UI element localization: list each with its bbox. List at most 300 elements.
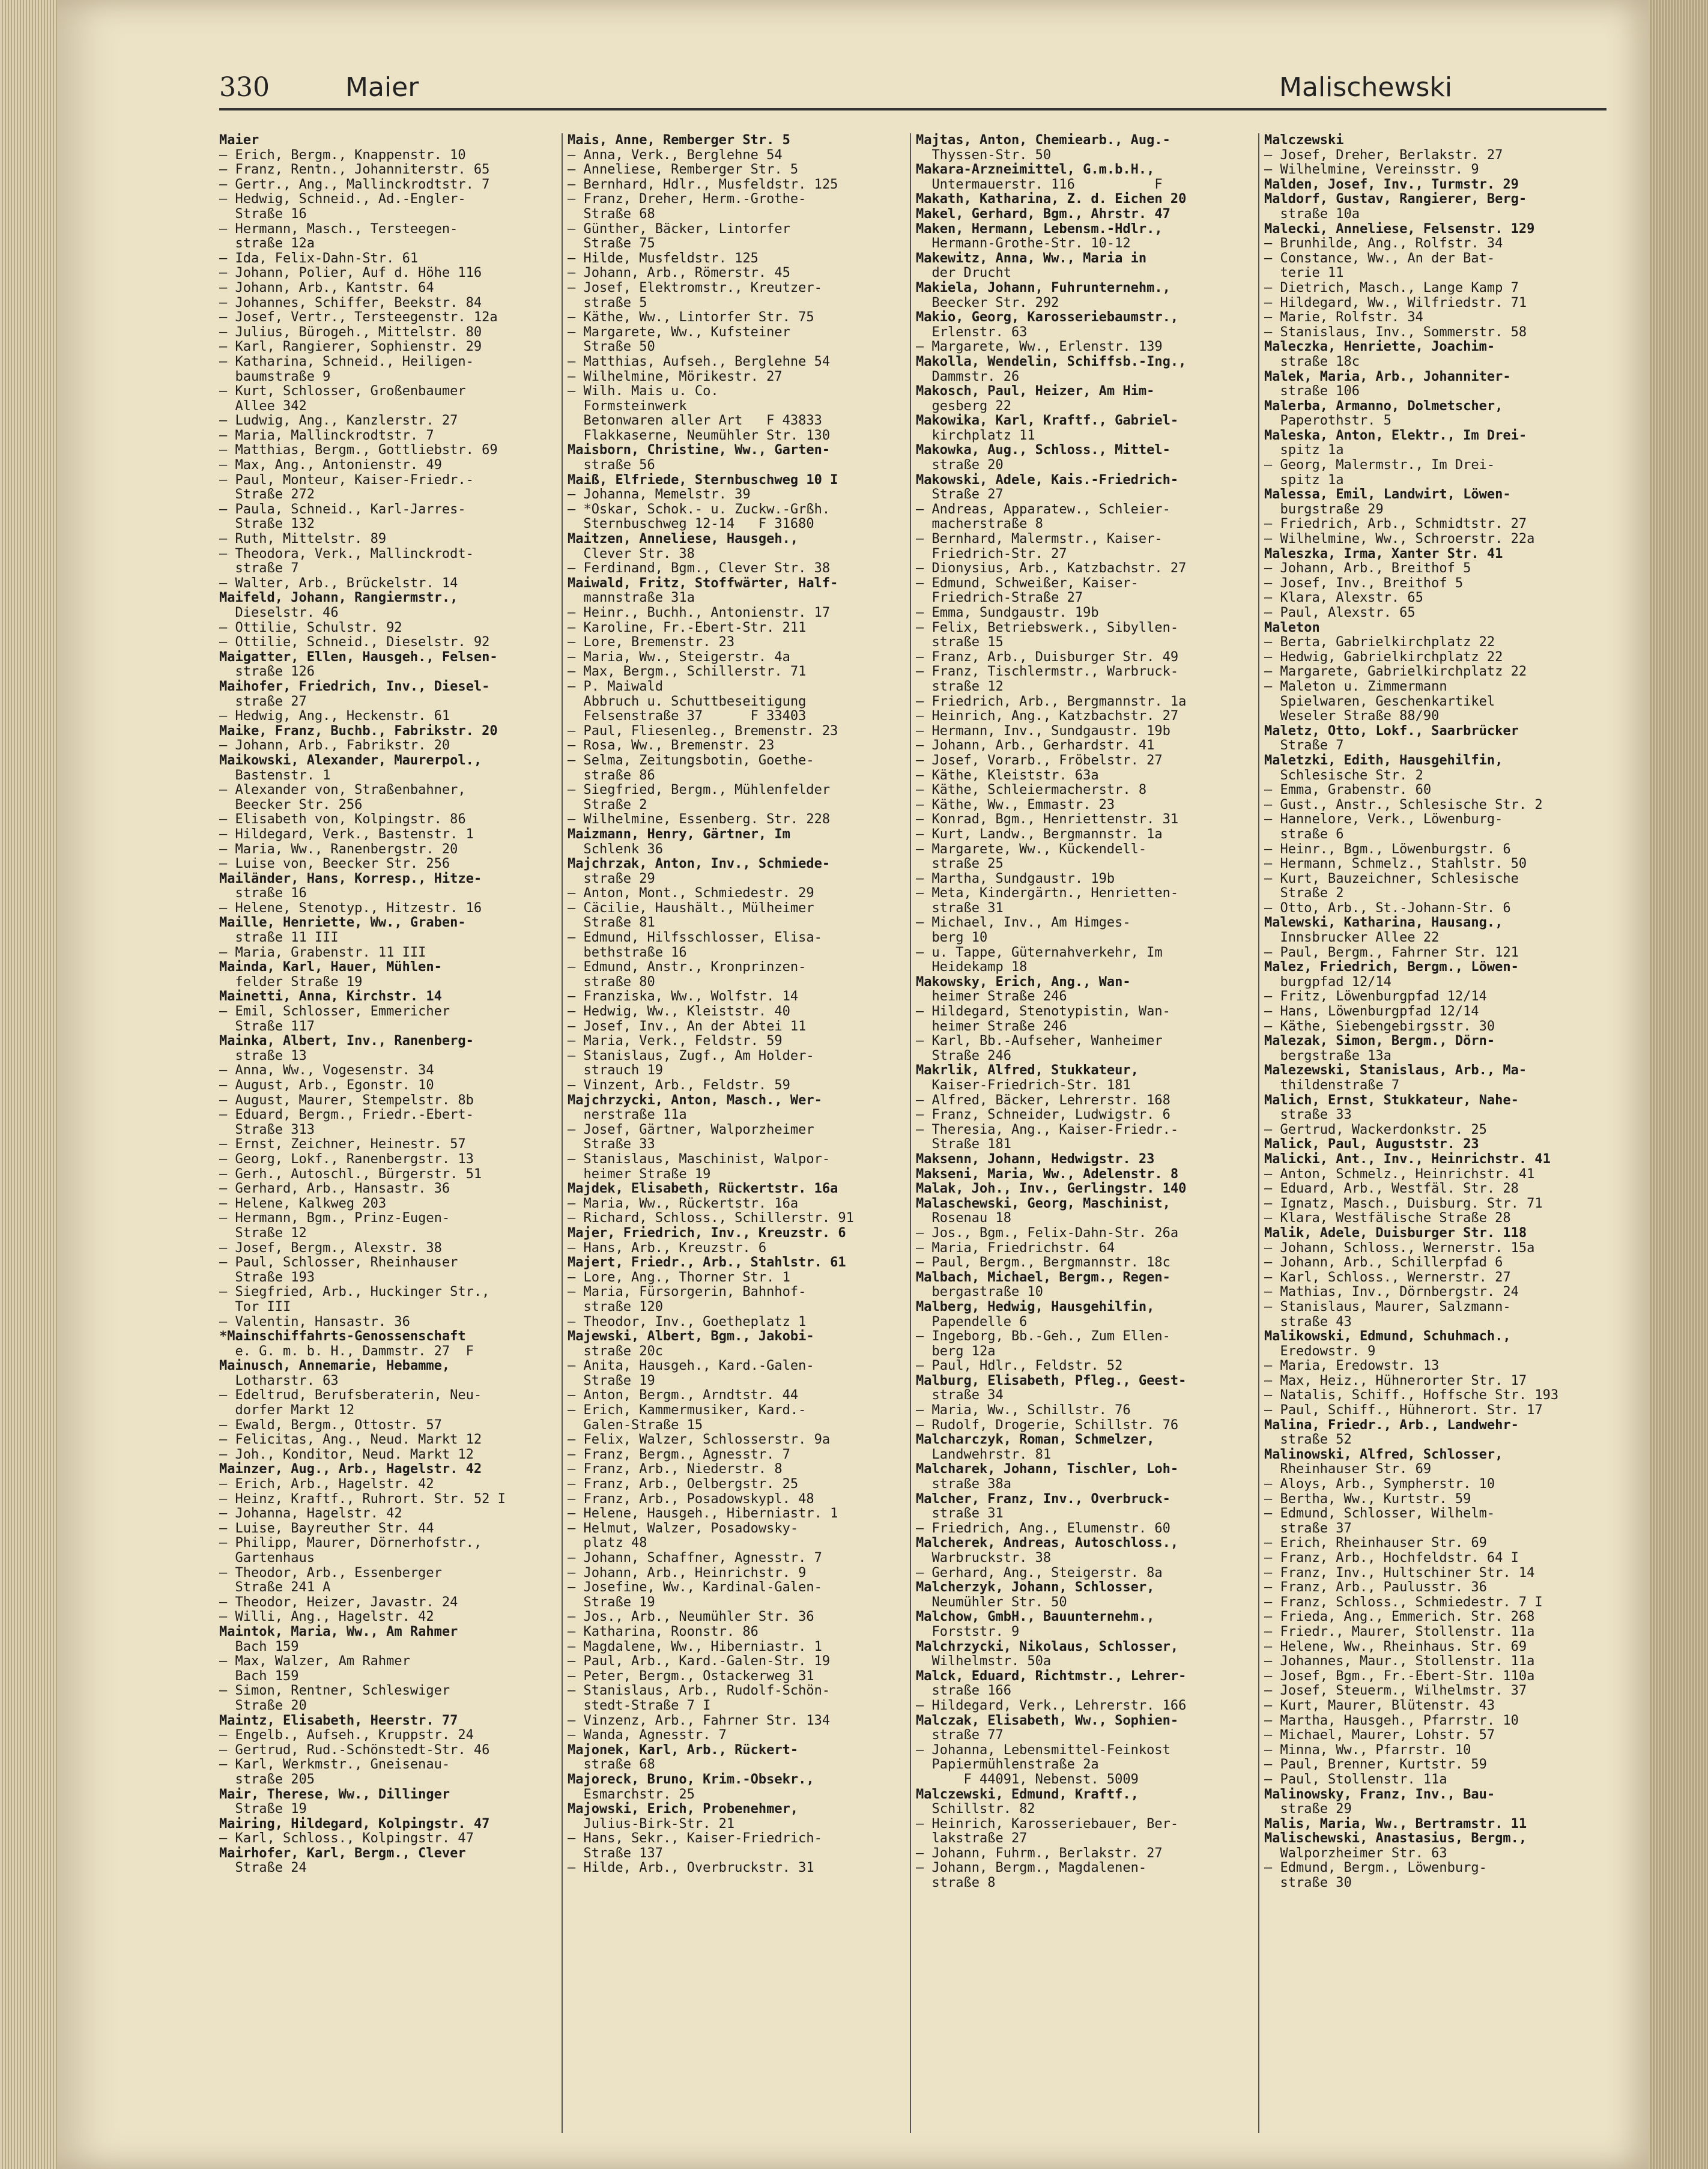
directory-line: — Karl, Rangierer, Sophienstr. 29 [219, 339, 482, 355]
directory-line: Malcherzyk, Johann, Schlosser, [916, 1580, 1155, 1596]
directory-line: straße 52 [1264, 1432, 1352, 1448]
directory-line: — Gertr., Ang., Mallinckrodtstr. 7 [219, 177, 490, 192]
directory-line: Maken, Hermann, Lebensm.-Hdlr., [916, 221, 1163, 237]
directory-line: — Friedrich, Arb., Schmidtstr. 27 [1264, 516, 1527, 532]
directory-line: — Peter, Bergm., Ostackerweg 31 [568, 1668, 814, 1684]
directory-line: — Jos., Arb., Neumühler Str. 36 [568, 1609, 814, 1625]
directory-line: Rosenau 18 [916, 1211, 1011, 1226]
directory-line: Untermauerstr. 116 F [916, 177, 1163, 192]
directory-line: Malezewski, Stanislaus, Arb., Ma- [1264, 1063, 1527, 1078]
directory-line: Straße 19 [568, 1373, 655, 1388]
directory-line: — Joh., Konditor, Neud. Markt 12 [219, 1447, 474, 1462]
directory-line: straße 10a [1264, 206, 1360, 222]
directory-line: Malberg, Hedwig, Hausgehilfin, [916, 1299, 1155, 1314]
directory-line: — u. Tappe, Güternahverkehr, Im [916, 945, 1163, 960]
directory-line: — Maria, Ww., Ranenbergstr. 20 [219, 841, 458, 857]
directory-line: Walporzheimer Str. 63 [1264, 1845, 1447, 1861]
directory-line: Straße 132 [219, 516, 315, 532]
directory-line: Malecki, Anneliese, Felsenstr. 129 [1264, 221, 1535, 237]
directory-line: — August, Maurer, Stempelstr. 8b [219, 1092, 474, 1108]
directory-line: — Wilhelmine, Vereinsstr. 9 [1264, 162, 1479, 178]
directory-line: — Walter, Arb., Brückelstr. 14 [219, 575, 458, 591]
directory-line: straße 6 [1264, 826, 1344, 842]
directory-line: F 44091, Nebenst. 5009 [916, 1771, 1139, 1787]
directory-line: — Paul, Schlosser, Rheinhauser [219, 1255, 458, 1271]
directory-line: straße 29 [1264, 1801, 1352, 1817]
directory-line: Mainetti, Anna, Kirchstr. 14 [219, 989, 442, 1005]
directory-line: — Kurt, Maurer, Blütenstr. 43 [1264, 1698, 1495, 1713]
directory-line: Majert, Friedr., Arb., Stahlstr. 61 [568, 1255, 846, 1271]
directory-line: — Franz, Tischlermstr., Warbruck- [916, 664, 1179, 680]
directory-line: — Wanda, Agnesstr. 7 [568, 1728, 727, 1743]
directory-line: — Martha, Hausgeh., Pfarrstr. 10 [1264, 1713, 1519, 1728]
directory-line: — Franziska, Ww., Wolfstr. 14 [568, 989, 799, 1005]
directory-line: — Kurt, Bauzeichner, Schlesische [1264, 871, 1519, 886]
directory-line: Majchrzak, Anton, Inv., Schmiede- [568, 856, 831, 872]
directory-line: Mainka, Albert, Inv., Ranenberg- [219, 1033, 474, 1049]
directory-line: — Valentin, Hansastr. 36 [219, 1314, 410, 1330]
directory-line: Wilhelmstr. 50a [916, 1654, 1052, 1669]
directory-line: — Stanislaus, Maurer, Salzmann- [1264, 1299, 1511, 1314]
directory-line: Malessa, Emil, Landwirt, Löwen- [1264, 487, 1511, 503]
directory-line: straße 33 [1264, 1107, 1352, 1123]
directory-line: Bastenstr. 1 [219, 767, 331, 783]
directory-line: Straße 68 [568, 206, 655, 222]
directory-line: — Johann, Arb., Heinrichstr. 9 [568, 1565, 807, 1581]
directory-line: — Vinzenz, Arb., Fahrner Str. 134 [568, 1713, 831, 1728]
directory-line: Malezak, Simon, Bergm., Dörn- [1264, 1033, 1495, 1049]
directory-line: — Ingeborg, Bb.-Geh., Zum Ellen- [916, 1329, 1170, 1345]
directory-line: Malich, Ernst, Stukkateur, Nahe- [1264, 1092, 1519, 1108]
directory-line: Maier [219, 133, 259, 148]
directory-line: straße 34 [916, 1388, 1004, 1403]
directory-line: straße 106 [1264, 384, 1360, 399]
directory-line: baumstraße 9 [219, 369, 331, 384]
directory-line: Neumühler Str. 50 [916, 1594, 1067, 1610]
directory-line: — Brunhilde, Ang., Rolfstr. 34 [1264, 236, 1503, 252]
directory-line: Malck, Eduard, Richtmstr., Lehrer- [916, 1668, 1187, 1684]
directory-line: — Ottilie, Schneid., Dieselstr. 92 [219, 635, 490, 650]
directory-line: straße 80 [568, 974, 655, 990]
directory-line: — Hermann, Masch., Tersteegen- [219, 221, 458, 237]
directory-line: — Karoline, Fr.-Ebert-Str. 211 [568, 620, 807, 635]
directory-line: — Hilde, Musfeldstr. 125 [568, 250, 759, 266]
directory-line: Warbruckstr. 38 [916, 1550, 1052, 1565]
directory-line: — Wilhelmine, Mörikestr. 27 [568, 369, 783, 384]
directory-line: — Emma, Grabenstr. 60 [1264, 782, 1432, 798]
directory-line: — Max, Ang., Antonienstr. 49 [219, 458, 442, 473]
directory-line: — Edmund, Schweißer, Kaiser- [916, 575, 1139, 591]
directory-line: — Theodor, Arb., Essenberger [219, 1565, 442, 1581]
directory-line: Hermann-Grothe-Str. 10-12 [916, 236, 1131, 252]
directory-line: — Johannes, Schiffer, Beekstr. 84 [219, 295, 482, 310]
entries-column-2 [568, 133, 904, 2151]
directory-line: — Edeltrud, Berufsberaterin, Neu- [219, 1388, 482, 1403]
directory-line: — Karl, Schloss., Kolpingstr. 47 [219, 1831, 474, 1847]
directory-line: — Anton, Mont., Schmiedestr. 29 [568, 886, 814, 901]
directory-line: Bach 159 [219, 1668, 299, 1684]
directory-line: Dammstr. 26 [916, 369, 1020, 384]
directory-line: Straße 241 A [219, 1580, 331, 1596]
directory-line: — Maria, Verk., Feldstr. 59 [568, 1033, 783, 1049]
directory-line: Maletz, Otto, Lokf., Saarbrücker [1264, 723, 1519, 739]
directory-line: kirchplatz 11 [916, 428, 1035, 443]
directory-line: — Hildegard, Verk., Lehrerstr. 166 [916, 1698, 1187, 1713]
directory-line: — Josefine, Ww., Kardinal-Galen- [568, 1580, 822, 1596]
directory-line: — Edmund, Hilfsschlosser, Elisa- [568, 930, 822, 946]
directory-line: Maletzki, Edith, Hausgehilfin, [1264, 752, 1503, 768]
directory-line: Spielwaren, Geschenkartikel [1264, 694, 1495, 709]
entries-column-3 [916, 133, 1252, 2151]
directory-line: — Natalis, Schiff., Hoffsche Str. 193 [1264, 1388, 1559, 1403]
directory-line: — Johanna, Hagelstr. 42 [219, 1506, 402, 1522]
directory-line: — Luise, Bayreuther Str. 44 [219, 1520, 434, 1536]
directory-line: — Engelb., Aufseh., Kruppstr. 24 [219, 1728, 474, 1743]
directory-line: — Lore, Ang., Thorner Str. 1 [568, 1269, 790, 1285]
directory-line: terie 11 [1264, 265, 1344, 281]
directory-line: Maintz, Elisabeth, Heerstr. 77 [219, 1713, 458, 1728]
directory-line: — Emma, Sundgaustr. 19b [916, 605, 1099, 620]
directory-line: straße 20c [568, 1343, 663, 1359]
directory-line: — Ewald, Bergm., Ottostr. 57 [219, 1417, 442, 1433]
directory-line: — P. Maiwald [568, 679, 663, 694]
directory-line: Papiermühlenstraße 2a [916, 1757, 1099, 1773]
directory-line: Makseni, Maria, Ww., Adelenstr. 8 [916, 1166, 1179, 1182]
directory-line: — Stanislaus, Inv., Sommerstr. 58 [1264, 324, 1527, 340]
directory-line: — Stanislaus, Arb., Rudolf-Schön- [568, 1683, 831, 1699]
directory-line: — Alexander von, Straßenbahner, [219, 782, 466, 798]
directory-line: — Johann, Bergm., Magdalenen- [916, 1860, 1147, 1876]
directory-line: Maleszka, Irma, Xanter Str. 41 [1264, 546, 1503, 561]
directory-line: Straße 2 [568, 797, 647, 812]
directory-line: Malek, Maria, Arb., Johanniter- [1264, 369, 1511, 384]
directory-line: — Georg, Malermstr., Im Drei- [1264, 458, 1495, 473]
directory-line: — Theodora, Verk., Mallinckrodt- [219, 546, 474, 561]
directory-line: Papendelle 6 [916, 1314, 1028, 1330]
directory-line: lakstraße 27 [916, 1831, 1028, 1847]
directory-line: — Fritz, Löwenburgpfad 12/14 [1264, 989, 1487, 1005]
directory-line: — Anna, Verk., Berglehne 54 [568, 147, 783, 163]
directory-line: Mais, Anne, Remberger Str. 5 [568, 133, 790, 148]
directory-line: — Mathias, Inv., Dörnbergstr. 24 [1264, 1284, 1519, 1300]
directory-line: straße 120 [568, 1299, 663, 1314]
directory-line: Makolla, Wendelin, Schiffsb.-Ing., [916, 354, 1187, 369]
directory-line: — Franz, Arb., Duisburger Str. 49 [916, 649, 1179, 665]
directory-line: — Paul, Fliesenleg., Bremenstr. 23 [568, 723, 838, 739]
directory-line: — Gertrud, Rud.-Schönstedt-Str. 46 [219, 1742, 490, 1758]
directory-line: — Konrad, Bgm., Henriettenstr. 31 [916, 812, 1179, 827]
directory-line: — Franz, Arb., Paulusstr. 36 [1264, 1580, 1487, 1596]
directory-line: — Rosa, Ww., Bremenstr. 23 [568, 738, 775, 754]
directory-line: — Felix, Betriebswerk., Sibyllen- [916, 620, 1179, 635]
directory-line: — Johanna, Memelstr. 39 [568, 487, 751, 503]
directory-line: straße 68 [568, 1757, 655, 1773]
directory-line: Malicki, Ant., Inv., Heinrichstr. 41 [1264, 1151, 1551, 1167]
directory-line: Straße 19 [568, 1594, 655, 1610]
directory-line: Maigatter, Ellen, Hausgeh., Felsen- [219, 649, 498, 665]
directory-line: Malbach, Michael, Bergm., Regen- [916, 1269, 1170, 1285]
directory-line: Malerba, Armanno, Dolmetscher, [1264, 398, 1503, 414]
directory-line: — Theresia, Ang., Kaiser-Friedr.- [916, 1122, 1179, 1137]
directory-line: burgstraße 29 [1264, 501, 1384, 517]
directory-line: Majowski, Erich, Probenehmer, [568, 1801, 799, 1817]
directory-line: Malcher, Franz, Inv., Overbruck- [916, 1491, 1170, 1507]
directory-line: — Elisabeth von, Kolpingstr. 86 [219, 812, 466, 827]
directory-line: — Richard, Schloss., Schillerstr. 91 [568, 1211, 854, 1226]
directory-line: Malchrzycki, Nikolaus, Schlosser, [916, 1639, 1179, 1654]
directory-line: Maleska, Anton, Elektr., Im Drei- [1264, 428, 1527, 443]
directory-line: Makosch, Paul, Heizer, Am Him- [916, 384, 1155, 399]
directory-line: — Georg, Lokf., Ranenbergstr. 13 [219, 1151, 474, 1167]
directory-line: — Josef, Inv., Breithof 5 [1264, 575, 1464, 591]
directory-line: — Hans, Löwenburgpfad 12/14 [1264, 1004, 1479, 1020]
directory-line: Maleton [1264, 620, 1320, 635]
directory-line: — Wilh. Mais u. Co. [568, 384, 719, 399]
directory-line: straße 31 [916, 900, 1004, 916]
directory-line: — Hildegard, Stenotypistin, Wan- [916, 1004, 1170, 1020]
directory-line: Mailänder, Hans, Korresp., Hitze- [219, 871, 482, 886]
directory-line: heimer Straße 246 [916, 989, 1067, 1005]
directory-line: — Ernst, Zeichner, Heinestr. 57 [219, 1137, 466, 1152]
directory-line: — Hermann, Inv., Sundgaustr. 19b [916, 723, 1170, 739]
directory-line: — Ludwig, Ang., Kanzlerstr. 27 [219, 413, 458, 429]
directory-line: thildenstraße 7 [1264, 1078, 1400, 1093]
directory-line: straße 205 [219, 1771, 315, 1787]
directory-line: Majdek, Elisabeth, Rückertstr. 16a [568, 1181, 838, 1197]
directory-line: straße 8 [916, 1875, 996, 1891]
directory-line: spitz 1a [1264, 443, 1344, 458]
directory-line: — Heinr., Buchh., Antonienstr. 17 [568, 605, 831, 620]
directory-line: straße 15 [916, 635, 1004, 650]
directory-line: — Rudolf, Drogerie, Schillstr. 76 [916, 1417, 1179, 1433]
directory-line: Malis, Maria, Ww., Bertramstr. 11 [1264, 1816, 1527, 1832]
directory-line: — Johannes, Maur., Stollenstr. 11a [1264, 1654, 1535, 1669]
directory-line: berg 10 [916, 930, 988, 946]
directory-line: — Josef, Steuerm., Wilhelmstr. 37 [1264, 1683, 1527, 1699]
directory-line: — Marie, Rolfstr. 34 [1264, 310, 1423, 325]
directory-line: Straße 193 [219, 1269, 315, 1285]
directory-line: Straße 272 [219, 487, 315, 503]
directory-line: — Siegfried, Bergm., Mühlenfelder [568, 782, 831, 798]
directory-line: Majer, Friedrich, Inv., Kreuzstr. 6 [568, 1225, 846, 1241]
directory-line: — Hedwig, Ang., Heckenstr. 61 [219, 709, 450, 724]
directory-line: Beecker Str. 256 [219, 797, 363, 812]
directory-line: — Maleton u. Zimmermann [1264, 679, 1447, 694]
directory-line: spitz 1a [1264, 472, 1344, 488]
directory-line: — August, Arb., Egonstr. 10 [219, 1078, 434, 1093]
page-number: 330 [219, 72, 270, 103]
directory-line: platz 48 [568, 1535, 647, 1551]
directory-line: — Heinz, Kraftf., Ruhrort. Str. 52 I [219, 1491, 506, 1507]
directory-line: straße 20 [916, 458, 1004, 473]
directory-line: — Wilhelmine, Essenberg. Str. 228 [568, 812, 831, 827]
directory-line: Makowka, Aug., Schloss., Mittel- [916, 443, 1170, 458]
directory-line: — Anita, Hausgeh., Kard.-Galen- [568, 1358, 814, 1374]
directory-line: — Anna, Ww., Vogesenstr. 34 [219, 1063, 434, 1078]
header-left-keyword: Maier [345, 72, 419, 103]
directory-line: — Friedr., Maurer, Stollenstr. 11a [1264, 1624, 1535, 1639]
directory-line: — Berta, Gabrielkirchplatz 22 [1264, 635, 1495, 650]
directory-line: — Johanna, Lebensmittel-Feinkost [916, 1742, 1170, 1758]
directory-line: straße 13 [219, 1048, 307, 1063]
directory-line: — Maria, Grabenstr. 11 III [219, 945, 426, 960]
directory-line: — Franz, Bergm., Agnesstr. 7 [568, 1447, 790, 1462]
directory-line: Straße 181 [916, 1137, 1011, 1152]
column-divider [1258, 133, 1259, 2133]
directory-line: — Johann, Arb., Breithof 5 [1264, 561, 1471, 576]
directory-line: — Karl, Werkmstr., Gneisenau- [219, 1757, 450, 1773]
directory-line: — Felix, Walzer, Schlosserstr. 9a [568, 1432, 831, 1448]
directory-line: gesberg 22 [916, 398, 1011, 414]
directory-line: — Helene, Stenotyp., Hitzestr. 16 [219, 900, 482, 916]
directory-line: straße 166 [916, 1683, 1011, 1699]
directory-line: — Johann, Arb., Schillerpfad 6 [1264, 1255, 1503, 1271]
directory-line: — Michael, Inv., Am Himges- [916, 915, 1131, 931]
directory-line: Majchrzycki, Anton, Masch., Wer- [568, 1092, 822, 1108]
directory-line: — Max, Heiz., Hühnerorter Str. 17 [1264, 1373, 1527, 1388]
directory-line: — Theodor, Inv., Goetheplatz 1 [568, 1314, 807, 1330]
directory-line: — Anton, Bergm., Arndtstr. 44 [568, 1388, 799, 1403]
directory-line: Malchow, GmbH., Bauunternehm., [916, 1609, 1155, 1625]
directory-line: — Aloys, Arb., Sympherstr. 10 [1264, 1477, 1495, 1492]
directory-line: Mairing, Hildegard, Kolpingstr. 47 [219, 1816, 490, 1832]
directory-line: Schlenk 36 [568, 841, 663, 857]
directory-line: Straße 137 [568, 1845, 663, 1861]
directory-line: — Heinr., Bgm., Löwenburgstr. 6 [1264, 841, 1511, 857]
directory-line: nerstraße 11a [568, 1107, 687, 1123]
directory-line: — Kurt, Landw., Bergmannstr. 1a [916, 826, 1163, 842]
directory-line: Makowika, Karl, Kraftf., Gabriel- [916, 413, 1179, 429]
directory-line: — Gerh., Autoschl., Bürgerstr. 51 [219, 1166, 482, 1182]
directory-line: — Hedwig, Gabrielkirchplatz 22 [1264, 649, 1503, 665]
directory-line: — Ignatz, Masch., Duisburg. Str. 71 [1264, 1196, 1543, 1211]
directory-line: — Wilhelmine, Ww., Schroerstr. 22a [1264, 531, 1535, 547]
directory-line: straße 38a [916, 1477, 1011, 1492]
book-fore-edge [1649, 0, 1708, 2169]
directory-line: — Maria, Friedrichstr. 64 [916, 1240, 1115, 1256]
directory-line: straße 18c [1264, 354, 1360, 369]
directory-line: — Anton, Schmelz., Heinrichstr. 41 [1264, 1166, 1535, 1182]
directory-line: Formsteinwerk [568, 398, 687, 414]
directory-line: Straße 313 [219, 1122, 315, 1137]
directory-line: — Hedwig, Schneid., Ad.-Engler- [219, 192, 466, 207]
directory-line: Makiela, Johann, Fuhrunternehm., [916, 280, 1170, 295]
directory-line: — Selma, Zeitungsbotin, Goethe- [568, 752, 814, 768]
directory-line: — Klara, Alexstr. 65 [1264, 590, 1423, 606]
directory-line: — Maria, Eredowstr. 13 [1264, 1358, 1440, 1374]
directory-line: Mainusch, Annemarie, Hebamme, [219, 1358, 450, 1374]
directory-line: Mainzer, Aug., Arb., Hagelstr. 42 [219, 1462, 482, 1477]
directory-line: Allee 342 [219, 398, 307, 414]
directory-line: Maille, Henriette, Ww., Graben- [219, 915, 466, 931]
directory-line: Makel, Gerhard, Bgm., Ahrstr. 47 [916, 206, 1170, 222]
directory-line: — Hildegard, Ww., Wilfriedstr. 71 [1264, 295, 1527, 310]
directory-line: straße 29 [568, 871, 655, 886]
directory-line: Malczak, Elisabeth, Ww., Sophien- [916, 1713, 1179, 1728]
directory-line: — Edmund, Bergm., Löwenburg- [1264, 1860, 1487, 1876]
directory-line: — Maria, Ww., Steigerstr. 4a [568, 649, 790, 665]
directory-line: — Johann, Schaffner, Agnesstr. 7 [568, 1550, 822, 1565]
directory-line: Malischewski, Anastasius, Bergm., [1264, 1831, 1527, 1847]
directory-line: — Vinzent, Arb., Feldstr. 59 [568, 1078, 790, 1093]
directory-line: dorfer Markt 12 [219, 1403, 355, 1418]
directory-line: — Johann, Schloss., Wernerstr. 15a [1264, 1240, 1535, 1256]
directory-line: — Erich, Rheinhauser Str. 69 [1264, 1535, 1487, 1551]
directory-line: — Bernhard, Hdlr., Musfeldstr. 125 [568, 177, 838, 192]
directory-line: — Eduard, Bergm., Friedr.-Ebert- [219, 1107, 474, 1123]
directory-line: berg 12a [916, 1343, 996, 1359]
directory-line: — Helene, Hausgeh., Hiberniastr. 1 [568, 1506, 838, 1522]
directory-line: Maitzen, Anneliese, Hausgeh., [568, 531, 799, 547]
directory-line: — Edmund, Schlosser, Wilhelm- [1264, 1506, 1495, 1522]
directory-line: — Otto, Arb., St.-Johann-Str. 6 [1264, 900, 1511, 916]
directory-line: — Simon, Rentner, Schleswiger [219, 1683, 450, 1699]
directory-line: strauch 19 [568, 1063, 663, 1078]
directory-line: — Johann, Fuhrm., Berlakstr. 27 [916, 1845, 1163, 1861]
directory-line: Bach 159 [219, 1639, 299, 1654]
directory-line: — Lore, Bremenstr. 23 [568, 635, 735, 650]
directory-line: straße 12 [916, 679, 1004, 694]
directory-line: Maiß, Elfriede, Sternbuschweg 10 I [568, 472, 838, 488]
directory-line: — Stanislaus, Maschinist, Walpor- [568, 1151, 831, 1167]
directory-line: — Martha, Sundgaustr. 19b [916, 871, 1115, 886]
directory-line: Straße 50 [568, 339, 655, 355]
directory-line: straße 86 [568, 767, 655, 783]
directory-line: felder Straße 19 [219, 974, 363, 990]
directory-line: Gartenhaus [219, 1550, 315, 1565]
directory-line: — Helmut, Walzer, Posadowsky- [568, 1520, 799, 1536]
directory-line: — Friedrich, Arb., Bergmannstr. 1a [916, 694, 1187, 709]
directory-line: — Hans, Sekr., Kaiser-Friedrich- [568, 1831, 822, 1847]
directory-line: Maifeld, Johann, Rangiermstr., [219, 590, 458, 606]
directory-line: straße 31 [916, 1506, 1004, 1522]
directory-line: — Margarete, Gabrielkirchplatz 22 [1264, 664, 1527, 680]
directory-line: — Franz, Inv., Hultschiner Str. 14 [1264, 1565, 1535, 1581]
directory-line: — Ruth, Mittelstr. 89 [219, 531, 387, 547]
directory-line: — Franz, Arb., Oelbergstr. 25 [568, 1477, 799, 1492]
directory-line: Weseler Straße 88/90 [1264, 709, 1440, 724]
directory-line: Schlesische Str. 2 [1264, 767, 1423, 783]
directory-line: Straße 19 [219, 1801, 307, 1817]
directory-line: — Maria, Mallinckrodtstr. 7 [219, 428, 434, 443]
directory-line: Erlenstr. 63 [916, 324, 1028, 340]
directory-line: straße 7 [219, 561, 299, 576]
directory-line: Makowski, Adele, Kais.-Friedrich- [916, 472, 1179, 488]
directory-line: — Magdalene, Ww., Hiberniastr. 1 [568, 1639, 822, 1654]
directory-line: — Franz, Rentn., Johanniterstr. 65 [219, 162, 490, 178]
directory-line: Majoreck, Bruno, Krim.-Obsekr., [568, 1771, 814, 1787]
directory-line: Straße 7 [1264, 738, 1344, 754]
directory-line: — Erich, Bergm., Knappenstr. 10 [219, 147, 466, 163]
directory-line: — Frieda, Ang., Emmerich. Str. 268 [1264, 1609, 1535, 1625]
directory-line: — Erich, Arb., Hagelstr. 42 [219, 1477, 434, 1492]
directory-line: Malinowski, Alfred, Schlosser, [1264, 1447, 1503, 1462]
directory-line: Malcharek, Johann, Tischler, Loh- [916, 1462, 1179, 1477]
directory-line: Dieselstr. 46 [219, 605, 339, 620]
column-divider [562, 133, 563, 2133]
directory-line: — Matthias, Aufseh., Berglehne 54 [568, 354, 831, 369]
directory-line: straße 56 [568, 458, 655, 473]
directory-line: bergstraße 13a [1264, 1048, 1392, 1063]
directory-line: — Siegfried, Arb., Huckinger Str., [219, 1284, 490, 1300]
directory-line: burgpfad 12/14 [1264, 974, 1392, 990]
directory-line: — Hermann, Schmelz., Stahlstr. 50 [1264, 856, 1527, 872]
directory-line: — Maria, Ww., Rückertstr. 16a [568, 1196, 799, 1211]
directory-line: — Heinrich, Ang., Katzbachstr. 27 [916, 709, 1179, 724]
directory-line: straße 5 [568, 295, 647, 310]
directory-line: — Luise von, Beecker Str. 256 [219, 856, 450, 872]
directory-line: Kaiser-Friedrich-Str. 181 [916, 1078, 1131, 1093]
